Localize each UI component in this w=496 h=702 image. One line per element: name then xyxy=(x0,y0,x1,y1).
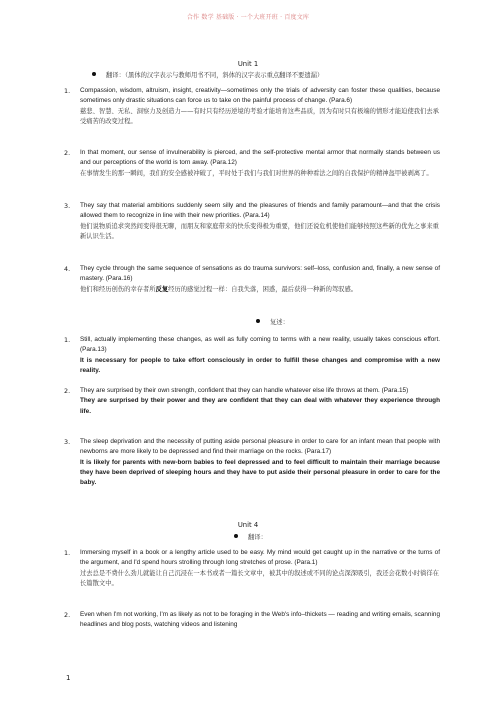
unit-1-title: Unit 1 xyxy=(237,60,259,68)
paraphrase-sentence: They are surprised by their power and they are confident that they can deal with whatever they experience through life. xyxy=(80,397,440,415)
item-number: 1. xyxy=(64,549,71,557)
paraphrase-sentence: It is necessary for people to take effort consciously in order to fulfill these changes and compromise with a new reality. xyxy=(80,356,440,374)
paraphrase-item-1 xyxy=(64,335,440,376)
paraphrase-sentence: It is likely for parents with new-born babies to feel depressed and to feel difficult to maintain their marriage because they have been deprived of sleeping hours and they have to put aside their personal pleasure in order to care for the baby. xyxy=(80,458,440,487)
bullet-icon xyxy=(256,319,260,323)
translation-item-3 xyxy=(64,201,440,242)
unit-1-instruction: 翻译：（黑体的汉字表示与教师用书不同，斜体的汉字表示重点翻译不要遗漏） xyxy=(92,71,323,81)
translation-item-2 xyxy=(64,148,440,179)
original-sentence: They are surprised by their own strength, confident that they can handle whatever else life throws at them. (Para.15) xyxy=(80,387,409,394)
bullet-icon xyxy=(92,72,96,76)
english-sentence: They say that material ambitions suddenly seem silly and the pleasures of friends and family paramount—and that the crisis allowed them to recognize in line with their new priorities. (Para.14) xyxy=(80,202,440,220)
bullet-icon xyxy=(234,534,238,538)
item-number: 4. xyxy=(64,265,71,273)
english-sentence: Even when I'm not working, I'm as likely as not to be foraging in the Web's info–thickets — reading and writing emails, scanning headlines and blog posts, watching videos and listening xyxy=(80,611,440,629)
item-number: 1. xyxy=(64,87,71,95)
chinese-translation: 在事情发生的那一瞬间，我们的安全感被冲破了，平时处于我们与我们对世界的种种看法之间的自我保护的精神盔甲被剥离了。 xyxy=(80,169,433,177)
english-sentence: In that moment, our sense of invulnerability is pierced, and the self-protective mental armor that normally stands between us and our perceptions of the world is torn away. (Para.12) xyxy=(80,149,440,167)
unit-4-instruction: 翻译： xyxy=(234,533,267,543)
paraphrase-item-3 xyxy=(64,437,440,488)
unit-4-item-2 xyxy=(64,610,440,631)
unit-4-item-1 xyxy=(64,548,440,589)
item-number: 3. xyxy=(64,202,71,210)
chinese-translation: 慈悲、智慧、无私、洞察力及创造力——有时只有经历逆境的考验才能培育这些品质，因为有时只有极端的情形才能迫使我们去承受痛苦的改变过程。 xyxy=(80,107,439,125)
original-sentence: Still, actually implementing these changes, as well as fully coming to terms with a new reality, usually takes conscious effort. (Para.13) xyxy=(80,336,440,354)
chinese-translation: 过去总是不费什么劲儿就能让自己沉浸在一本书或者一篇长文章中，被其中的叙述或不同的论点深深吸引，我还会花数小时徜徉在长篇散文中。 xyxy=(80,569,439,587)
unit-4-title: Unit 4 xyxy=(237,521,259,529)
original-sentence: The sleep deprivation and the necessity of putting aside personal pleasure in order to care for an infant mean that people with newborns are more likely to be depressed and find their marriage on the rocks. (Para.17) xyxy=(80,438,440,456)
chinese-translation: 他们和经历创伤的幸存者所反复经历的感觉过程一样：自我失落，困惑，最后获得一种新的驾驭感。 xyxy=(80,285,358,293)
highlighted-word: 反复 xyxy=(155,285,169,293)
english-sentence: They cycle through the same sequence of sensations as do trauma survivors: self–loss, confusion and, finally, a new sense of mastery. (Para.16) xyxy=(80,265,440,283)
header-watermark: 合作 数学 基础版 · 一个大班开班 · 百度文库 xyxy=(186,14,310,21)
paraphrase-item-2 xyxy=(64,386,440,417)
item-number: 3. xyxy=(64,438,71,446)
item-number: 2. xyxy=(64,149,71,157)
english-sentence: Immersing myself in a book or a lengthy article used to be easy. My mind would get caught up in the narrative or the turns of the argument, and I'd spend hours strolling through long stretches of prose. (Para.1) xyxy=(80,549,440,567)
page-number: 1 xyxy=(66,674,71,682)
item-number: 1. xyxy=(64,336,71,344)
item-number: 2. xyxy=(64,611,71,619)
translation-item-1 xyxy=(64,86,440,127)
english-sentence: Compassion, wisdom, altruism, insight, creativity—sometimes only the trials of adversity can foster these qualities, because sometimes only drastic situations can force us to take on the painful process of change. (Para.6) xyxy=(80,87,440,105)
chinese-translation: 他们说物质追求突然间变得很无聊，而朋友和家庭带来的快乐变得极为重要，他们还说危机使他们能够按照这些新的优先之事来重新认识生活。 xyxy=(80,222,439,240)
translation-item-4 xyxy=(64,264,440,295)
item-number: 2. xyxy=(64,387,71,395)
paraphrase-heading: 复述： xyxy=(256,318,289,328)
